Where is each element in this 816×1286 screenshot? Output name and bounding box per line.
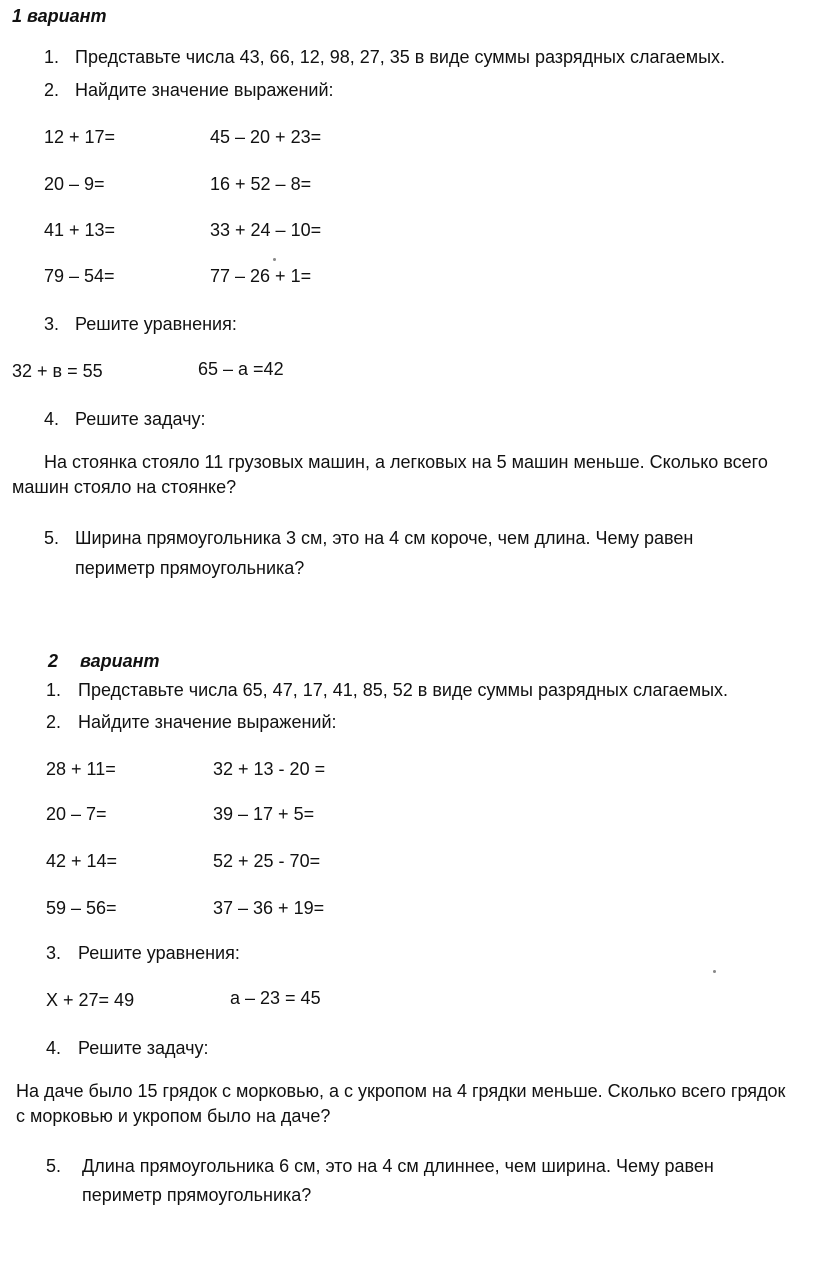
task-4-number: 4. [44, 409, 60, 429]
equation: 65 – а =42 [198, 359, 284, 379]
task-3-text: Решите уравнения: [75, 314, 237, 334]
task-4-text: Решите задачу: [78, 1038, 209, 1058]
task-5-line-2: периметр прямоугольника? [82, 1185, 312, 1205]
task-2-text: Найдите значение выражений: [78, 712, 337, 732]
variant-2-number: 2 [48, 651, 59, 671]
expression: 45 – 20 + 23= [210, 127, 322, 147]
word-problem: На стоянка стояло 11 грузовых машин, а легковых на 5 машин меньше. Сколько всего машин стояло на стоянке? [12, 452, 768, 497]
scan-speck [713, 970, 716, 973]
task-5-line-1: Ширина прямоугольника 3 см, это на 4 см короче, чем длина. Чему равен [75, 528, 694, 548]
task-3-number: 3. [44, 314, 60, 334]
task-3-number: 3. [46, 943, 62, 963]
task-1-number: 1. [46, 680, 62, 700]
expression: 33 + 24 – 10= [210, 220, 322, 240]
task-1-text: Представьте числа 43, 66, 12, 98, 27, 35 в виде суммы разрядных слагаемых. [75, 47, 726, 67]
equation: а – 23 = 45 [230, 988, 321, 1008]
expression: 39 – 17 + 5= [213, 804, 315, 824]
expression: 20 – 7= [46, 804, 107, 824]
expression: 28 + 11= [46, 759, 116, 779]
expression: 12 + 17= [44, 127, 116, 147]
task-5-number: 5. [44, 528, 60, 548]
task-2-number: 2. [46, 712, 62, 732]
variant-2-title: вариант [80, 651, 160, 671]
variant-1-title: 1 вариант [12, 6, 107, 26]
task-2-number: 2. [44, 80, 60, 100]
equation: X + 27= 49 [46, 990, 135, 1010]
task-4-number: 4. [46, 1038, 62, 1058]
task-5-line-2: периметр прямоугольника? [75, 558, 305, 578]
task-4-text: Решите задачу: [75, 409, 206, 429]
task-1-number: 1. [44, 47, 60, 67]
task-5-number: 5. [46, 1156, 62, 1176]
expression: 77 – 26 + 1= [210, 266, 312, 286]
expression: 41 + 13= [44, 220, 116, 240]
task-3-text: Решите уравнения: [78, 943, 240, 963]
scan-speck [273, 258, 276, 261]
expression: 52 + 25 - 70= [213, 851, 321, 871]
task-5-line-1: Длина прямоугольника 6 см, это на 4 см длиннее, чем ширина. Чему равен [82, 1156, 714, 1176]
equation: 32 + в = 55 [12, 361, 103, 381]
word-problem: На даче было 15 грядок с морковью, а с укропом на 4 грядки меньше. Сколько всего грядок с морковью и укропом было на даче? [16, 1081, 786, 1126]
task-1-text: Представьте числа 65, 47, 17, 41, 85, 52 в виде суммы разрядных слагаемых. [78, 680, 729, 700]
expression: 37 – 36 + 19= [213, 898, 325, 918]
expression: 20 – 9= [44, 174, 105, 194]
expression: 42 + 14= [46, 851, 118, 871]
expression: 79 – 54= [44, 266, 115, 286]
expression: 32 + 13 - 20 = [213, 759, 326, 779]
expression: 16 + 52 – 8= [210, 174, 312, 194]
task-2-text: Найдите значение выражений: [75, 80, 334, 100]
expression: 59 – 56= [46, 898, 117, 918]
